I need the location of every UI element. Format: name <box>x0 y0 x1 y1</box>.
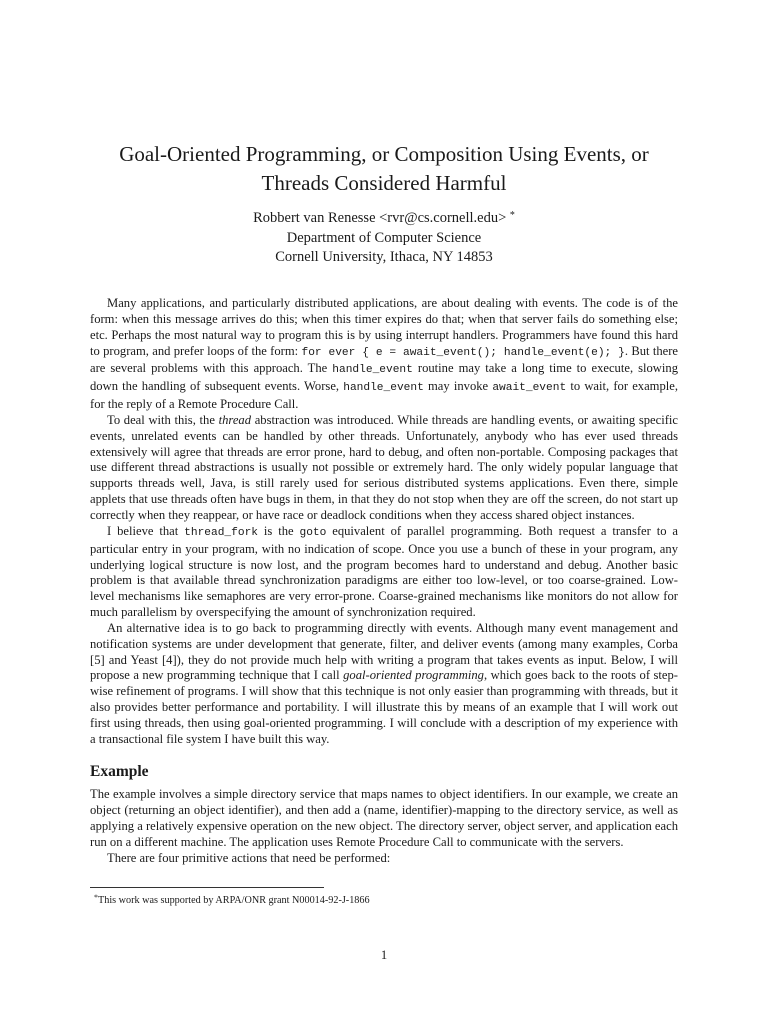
code-handle-event: handle_event <box>343 382 424 395</box>
author-name-email: Robbert van Renesse <rvr@cs.cornell.edu> * <box>253 210 515 226</box>
section-heading-example: Example <box>90 762 149 780</box>
paragraph-primitive-actions: There are four primitive actions that need be performed: <box>107 850 391 865</box>
paragraph-example: The example involves a simple directory service that maps names to object identifiers. In our example, we create an object (returning an object identifier), and then add a (name, identifier)-mapping to the directory service, as well as applying a relatively expensive operation on the new object. The directory server, object server, and application each run on a different machine. The application uses Remote Procedure Call to communicate with the servers. <box>90 787 678 849</box>
emphasis-thread: thread <box>218 412 252 427</box>
paragraph-alternative: An alternative idea is to go back to programming directly with events. Although many event management and notification systems are under development that generate, filter, and deliver events (among many examples, Corba [5] and Yeast [4]), they do not provide much help with writing a program that takes events as input. Below, I will propose a new programming technique that I call goal-oriented programming, which goes back to the roots of step-wise refinement of programs. I will show that this technique is not only easier than programming with threads, but it also provides better performance and portability. I will illustrate this by means of an example that I will work out first using threads, then using goal-oriented programming. I will conclude with a description of my experience with a transactional file system I have built this way. <box>90 620 678 746</box>
paragraph-threads: To deal with this, the thread abstraction was introduced. While threads are handling events, or awaiting specific events, unrelated events can be handled by other threads. Unfortunately, anybody who has ever used threads extensively will agree that threads are error prone, hard to debug, and often non-portable. Composing packages that use different thread abstractions is usually not possible or extremely hard. The only widely popular language that supports threads well, Java, is still rarely used for serious distributed systems applications. Even there, simple applets that use threads often have bugs in them, in that they do not stop when they are off the screen, do not start up correctly when they reappear, or have race or deadlock conditions when they access shared object instances. <box>90 412 678 522</box>
paragraph-intro: Many applications, and particularly distributed applications, are about dealing with events. The code is of the form: when this message arrives do this; when this timer expires do that; when that server fails do something else; etc. Perhaps the most natural way to program this is by using interrupt handlers. Programmers have found this hard to program, and prefer loops of the form: for ever { e = await_event(); handle_event(e); }. But there are several problems with this approach. The handle_event routine may take a long time to execute, slowing down the handling of subsequent events. Worse, handle_event may invoke await_event to wait, for example, for the reply of a Remote Procedure Call. <box>90 296 679 412</box>
author-affiliation: Cornell University, Ithaca, NY 14853 <box>275 249 493 265</box>
code-event-loop: for ever { e = await_event(); handle_event(e); } <box>301 346 625 359</box>
title-line-2: Threads Considered Harmful <box>261 171 507 195</box>
code-thread-fork: thread_fork <box>184 526 258 539</box>
page-number: 1 <box>380 948 388 962</box>
code-handle-event: handle_event <box>332 364 413 377</box>
footnote-text: This work was supported by ARPA/ONR grant N00014-92-J-1866 <box>98 895 370 906</box>
author-footnote-mark: * <box>509 210 515 221</box>
code-goto: goto <box>299 526 327 539</box>
paragraph-thread-fork: I believe that thread_fork is the goto equivalent of parallel programming. Both request a transfer to a particular entry in your program, with no indication of scope. Once you use a bunch of these in your program, any underlying logical structure is now lost, and the program becomes hard to understand and debug. Another basic problem is that available thread synchronization paradigms are either too low-level, or too coarse-grained. Low-level mechanisms like semaphores are very error-prone. Coarse-grained mechanisms like monitors do not allow for much parallelism by overspecifying the amount of synchronization required. <box>90 523 679 620</box>
footnote-mark: * <box>94 893 98 902</box>
emphasis-goal-oriented: goal-oriented programming <box>343 668 484 683</box>
author-block <box>90 206 678 268</box>
author-department: Department of Computer Science <box>286 229 482 246</box>
paper-body <box>90 296 678 867</box>
footnote-rule <box>90 887 324 888</box>
footnote <box>90 891 370 907</box>
paper-title <box>90 140 678 198</box>
title-line-1: Goal-Oriented Programming, or Composition Using Events, or <box>119 142 649 166</box>
code-await-event: await_event <box>492 382 567 395</box>
